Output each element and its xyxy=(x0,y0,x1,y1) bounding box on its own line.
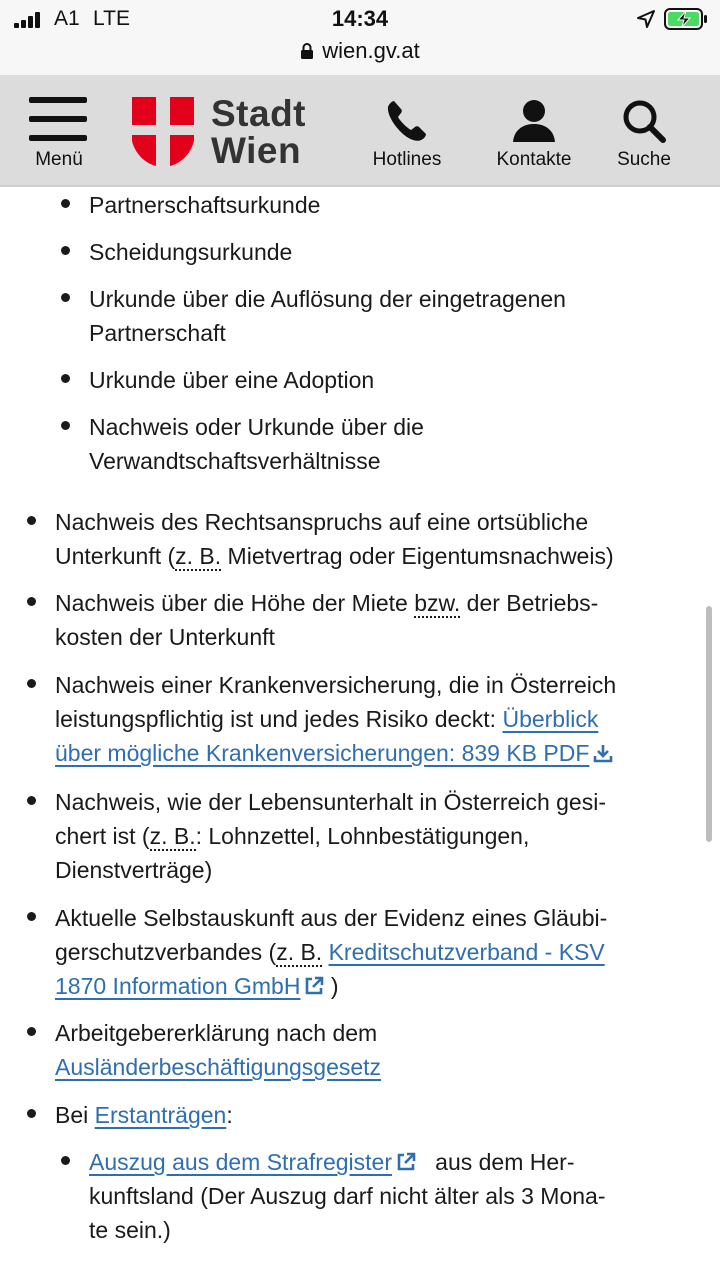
list-item-lebensunterhalt: Nachweis, wie der Lebensunterhalt in Österreich gesi- chert ist (z. B.: Lohnzettel, Lohnbestätigungen, Dienstverträge) xyxy=(55,789,606,883)
hotlines-label: Hotlines xyxy=(372,149,442,170)
browser-top-bar xyxy=(0,0,720,75)
list-bullet xyxy=(61,421,70,430)
url-text: wien.gv.at xyxy=(322,38,420,63)
krankenversicherung-pdf-link[interactable]: Überblick xyxy=(502,706,599,732)
hotlines-button[interactable] xyxy=(360,75,454,187)
strafregister-link[interactable]: Auszug aus dem Strafregister xyxy=(89,1149,392,1175)
location-arrow-icon xyxy=(636,9,656,29)
abbr-bzw[interactable]: bzw. xyxy=(414,590,461,616)
lock-icon xyxy=(300,43,314,59)
kontakte-label: Kontakte xyxy=(496,149,572,170)
site-header xyxy=(0,75,720,187)
network-type: LTE xyxy=(93,7,130,30)
list-bullet xyxy=(27,1027,36,1036)
list-item-strafregister: Auszug aus dem Strafregister aus dem Her- kunftsland (Der Auszug darf nicht älter als 3 Mona- te sein.) xyxy=(89,1149,606,1243)
krankenversicherung-pdf-link-cont[interactable]: über mögliche Krankenversicherungen: 839 KB PDF xyxy=(55,740,590,766)
list-bullet xyxy=(61,199,70,208)
list-item-krankenversicherung: Nachweis einer Krankenversicherung, die in Österreich leistungspflichtig ist und jedes Risiko deckt: Überblick über mögliche Krankenversicherungen: 839 KB PDF xyxy=(55,672,617,766)
menu-button[interactable] xyxy=(16,75,102,187)
list-item: Urkunde über eine Adoption xyxy=(89,367,375,393)
list-bullet xyxy=(61,293,70,302)
list-bullet xyxy=(61,374,70,383)
list-item: Scheidungsurkunde xyxy=(89,239,293,265)
kontakte-button[interactable] xyxy=(484,75,584,187)
list-item-unterkunft: Nachweis des Rechtsanspruchs auf eine ortsübliche Unterkunft (z. B. Mietvertrag oder Eigentumsnachweis) xyxy=(55,509,614,569)
list-item-arbeitgeber: Arbeitgebererklärung nach dem Ausländerbeschäftigungsgesetz xyxy=(55,1020,382,1080)
address-bar[interactable] xyxy=(0,38,720,64)
list-item: Partnerschaftsurkunde xyxy=(89,192,321,218)
scrollbar[interactable] xyxy=(706,606,712,842)
list-bullet xyxy=(61,1156,70,1165)
suche-label: Suche xyxy=(617,149,671,170)
download-icon xyxy=(593,743,613,763)
hamburger-menu-icon xyxy=(29,97,87,141)
clock: 14:34 xyxy=(331,6,389,31)
list-item: Nachweis oder Urkunde über die Verwandtschaftsverhältnisse xyxy=(89,414,424,474)
phone-icon xyxy=(383,97,431,145)
abbr-zb[interactable]: z. B. xyxy=(276,939,323,965)
erstantraege-link[interactable]: Erstanträgen xyxy=(94,1102,227,1128)
list-bullet xyxy=(61,246,70,255)
list-bullet xyxy=(27,516,36,525)
menu-label: Menü xyxy=(35,149,83,170)
list-item-miete: Nachweis über die Höhe der Miete bzw. der Betriebs- kosten der Unterkunft xyxy=(55,590,599,650)
auslaenderbeschaeftigungsgesetz-link[interactable]: Ausländerbeschäftigungsgesetz xyxy=(55,1054,382,1080)
logo-wordmark: Stadt Wien xyxy=(211,93,306,171)
list-bullet xyxy=(27,1109,36,1118)
list-bullet xyxy=(27,679,36,688)
stadt-wien-logo[interactable] xyxy=(132,93,322,171)
list-item-selbstauskunft: Aktuelle Selbstauskunft aus der Evidenz eines Gläubi- gerschutzverbandes (z. B. Kreditschutzverband - KSV 1870 Information GmbH ) xyxy=(55,905,608,999)
list-item: Urkunde über die Auflösung der eingetragenen Partnerschaft xyxy=(89,286,566,346)
ksv-link-cont[interactable]: 1870 Information GmbH xyxy=(55,973,301,999)
carrier-name: A1 xyxy=(54,7,80,30)
list-bullet xyxy=(27,912,36,921)
ksv-link[interactable]: Kreditschutzverband - KSV xyxy=(328,939,605,965)
search-icon xyxy=(620,97,668,145)
external-link-icon xyxy=(396,1152,416,1172)
list-bullet xyxy=(27,796,36,805)
vienna-shield-icon xyxy=(132,97,194,169)
abbr-zb[interactable]: z. B. xyxy=(149,823,196,849)
abbr-zb[interactable]: z. B. xyxy=(175,543,222,569)
battery-charging-icon xyxy=(664,8,708,30)
status-bar xyxy=(0,0,720,40)
page-content[interactable] xyxy=(0,188,720,1280)
person-icon xyxy=(510,97,558,145)
suche-button[interactable] xyxy=(606,75,682,187)
external-link-icon xyxy=(304,976,324,996)
list-item-erstantraege: Bei Erstanträgen: xyxy=(55,1102,233,1128)
list-bullet xyxy=(27,597,36,606)
